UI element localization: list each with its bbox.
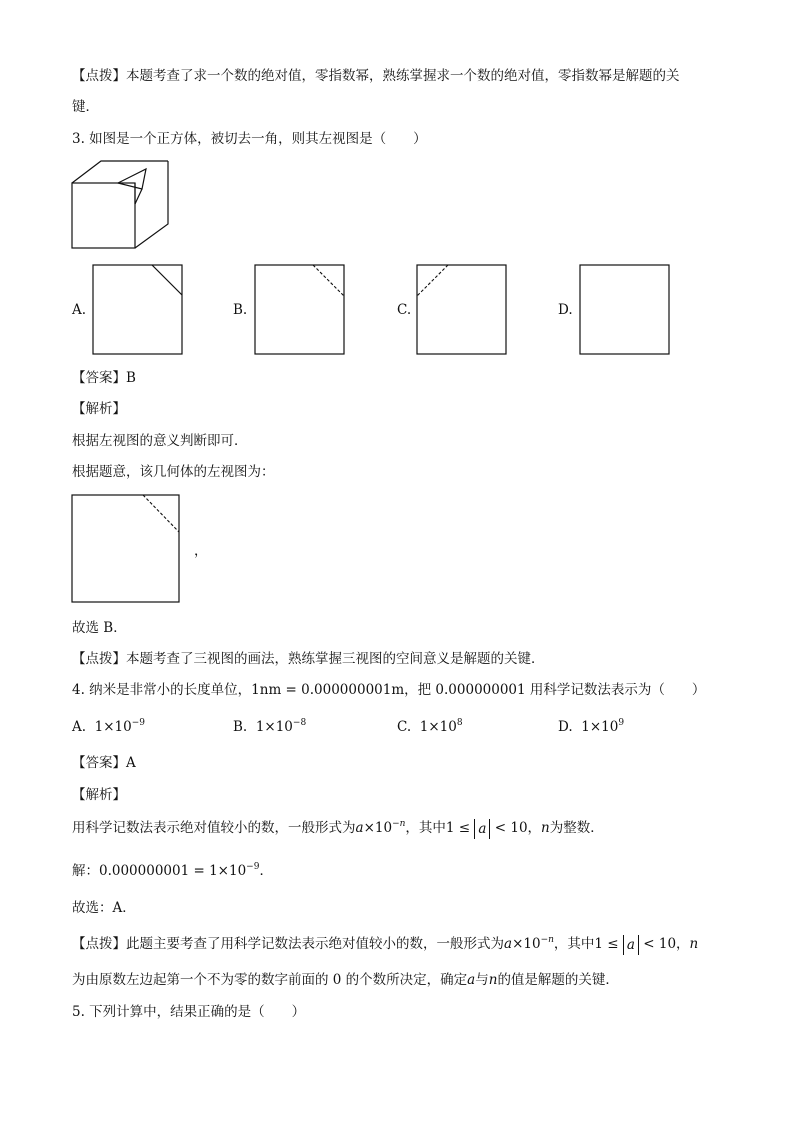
q3-option-c-label: C.: [397, 302, 412, 318]
note-abs-a: a: [623, 935, 639, 955]
q3-stem: 3. 如图是一个正方体，被切去一角，则其左视图是（ ）: [72, 131, 427, 147]
q4-stem: [72, 680, 705, 700]
q3-option-b-label: B.: [233, 302, 248, 318]
q4-note-line2-end: 的值是解题的关键．: [497, 972, 619, 988]
q4-stem-part1: 4. 纳米是非常小的长度单位，: [72, 682, 252, 698]
q3-analysis-line2: 根据题意，该几何体的左视图为：: [72, 464, 275, 480]
q4-option-c-label: C.: [397, 719, 412, 735]
q3-option-d-label: D.: [558, 302, 573, 318]
q2-note-line2: 键．: [72, 99, 99, 115]
form-times-ten: ×10: [363, 820, 393, 836]
q4-stem-equation: 1nm = 0.000000001m: [251, 682, 405, 698]
q4-option-d-base: 1×10: [581, 719, 619, 735]
q3-analysis-title: 【解析】: [72, 401, 126, 417]
note-var-n: n: [689, 936, 699, 952]
q4-solution-prefix: 解：: [72, 863, 99, 879]
form-exponent: −n: [392, 819, 406, 829]
q4-note-comma: ，: [676, 936, 690, 952]
note-times-ten: ×10: [512, 936, 541, 952]
q4-stem-part2: ，把 0.000000001 用科学记数法表示为（ ）: [404, 682, 706, 698]
q4-analysis-comma: ，: [527, 820, 542, 836]
q4-solution-end: ．: [259, 863, 273, 879]
q5-stem: 5. 下列计算中，结果正确的是（ ）: [72, 1004, 306, 1020]
q4-option-c-exp: 8: [456, 718, 463, 728]
q3-option-a-label: A.: [72, 302, 87, 318]
q4-note-line2-and: 与: [475, 972, 489, 988]
q4-option-b: [233, 717, 306, 737]
q4-analysis-text-3: 为整数．: [549, 820, 604, 836]
q4-option-a-label: A.: [72, 719, 87, 735]
q4-solution-exponent: −9: [246, 862, 260, 872]
q3-answer: 【答案】B: [72, 370, 136, 386]
q4-note-text-2: ，其中: [553, 936, 595, 952]
q3-option-c-figure: [416, 264, 508, 356]
q4-option-d-label: D.: [558, 719, 573, 735]
q3-option-a-figure: [92, 264, 184, 356]
q3-choose: 故选 B．: [72, 620, 127, 636]
q4-analysis-line1: [72, 818, 604, 839]
q4-choose: 故选：A．: [72, 900, 136, 916]
q4-solution-equation: 0.000000001 = 1×10: [99, 863, 247, 879]
q4-option-a: [72, 717, 145, 737]
note-ineq-left: 1 ≤: [594, 936, 619, 952]
q4-analysis-title: 【解析】: [72, 787, 126, 803]
q4-option-a-base: 1×10: [94, 719, 132, 735]
q4-option-c-base: 1×10: [419, 719, 457, 735]
q4-analysis-text-2: ，其中: [405, 820, 446, 836]
note-exponent: −n: [540, 935, 554, 945]
abs-a: a: [474, 819, 490, 839]
ineq-right: < 10: [494, 820, 528, 836]
q3-figure-comma: ，: [194, 543, 208, 559]
q4-solution: [72, 861, 273, 881]
ineq-left: 1 ≤: [445, 820, 471, 836]
cut-cube-figure: [70, 158, 175, 252]
q4-answer: 【答案】A: [72, 755, 136, 771]
q4-option-b-exp: −8: [292, 718, 307, 728]
q4-option-a-exp: −9: [131, 718, 146, 728]
q4-note-text: 【点拨】此题主要考查了用科学记数法表示绝对值较小的数，一般形式为: [72, 936, 504, 952]
q3-option-d-figure: [579, 264, 671, 356]
q3-option-b-figure: [254, 264, 346, 356]
q4-note-line2-text: 为由原数左边起第一个不为零的数字前面的 0 的个数所决定，确定: [72, 972, 468, 988]
q4-note-line1: [72, 934, 698, 955]
note2-var-a: a: [467, 972, 476, 988]
q4-option-d-exp: 9: [618, 718, 625, 728]
q4-option-d: [558, 717, 624, 737]
q4-option-b-base: 1×10: [255, 719, 293, 735]
note-ineq-right: < 10: [643, 936, 677, 952]
q3-analysis-line1: 根据左视图的意义判断即可．: [72, 433, 248, 449]
q4-option-c: [397, 717, 463, 737]
form-var-a: a: [355, 820, 364, 836]
note2-var-n: n: [488, 972, 498, 988]
q2-note-line1: 【点拨】本题考查了求一个数的绝对值，零指数幂，熟练掌握求一个数的绝对值，零指数幂是解题的关: [72, 68, 680, 84]
q4-analysis-text: 用科学记数法表示绝对值较小的数，一般形式为: [72, 820, 356, 836]
q3-note: 【点拨】本题考查了三视图的画法，熟练掌握三视图的空间意义是解题的关键．: [72, 651, 545, 667]
note-var-a: a: [504, 936, 513, 952]
var-n: n: [541, 820, 550, 836]
q4-option-b-label: B.: [233, 719, 248, 735]
q3-left-view-figure: [71, 494, 181, 604]
q4-note-line2: [72, 970, 619, 990]
